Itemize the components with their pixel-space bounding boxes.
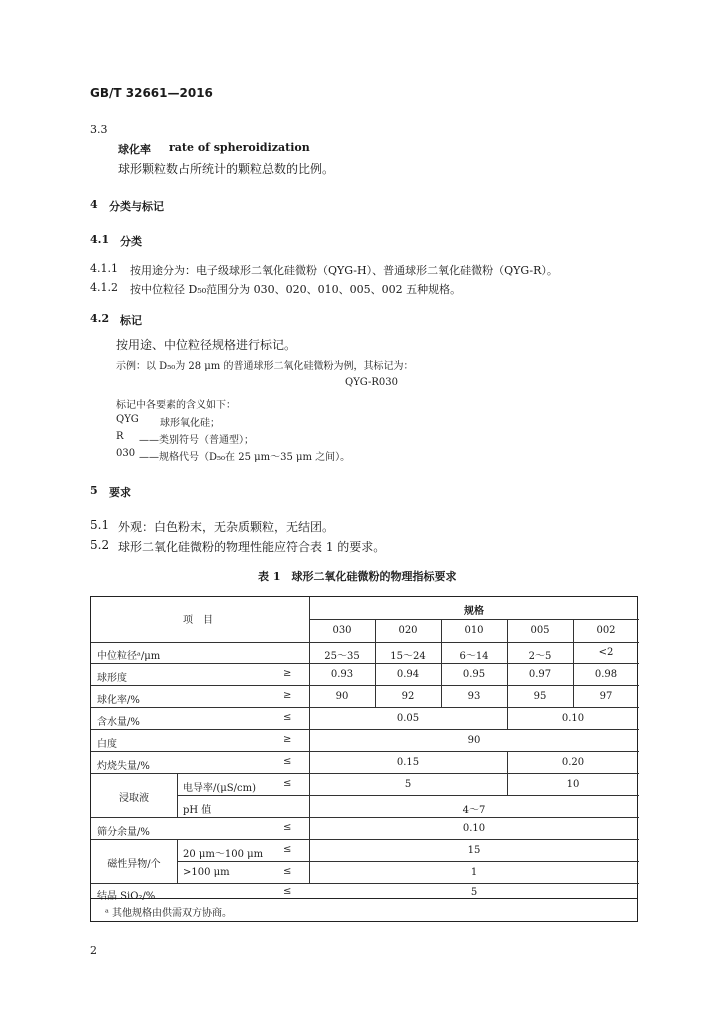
table-cell: 5: [404, 779, 412, 790]
table-cell: 93: [467, 691, 481, 702]
clause-text: 球形二氧化硅微粉的物理性能应符合表 1 的要求。: [118, 540, 386, 554]
operator: ≤: [283, 886, 292, 897]
clause-title: 标记: [120, 314, 142, 327]
spec-002: 002: [596, 625, 616, 636]
section-title: 分类与标记: [109, 200, 164, 213]
legend-intro: 标记中各要素的含义如下：: [116, 400, 236, 411]
table-cell: 4～7: [462, 805, 486, 816]
clause-text: 按中位粒径 D₅₀范围分为 030、020、010、005、002 五种规格。: [130, 283, 462, 296]
table-cell: 0.93: [330, 669, 354, 680]
operator: ≤: [283, 822, 292, 833]
operator: ≥: [283, 690, 292, 701]
table-cell: 0.95: [462, 669, 486, 680]
table-cell: 15～24: [390, 651, 426, 662]
section-number: 5: [90, 484, 98, 497]
standard-number: GB/T 32661—2016: [90, 86, 213, 100]
table-cell: 0.20: [561, 757, 585, 768]
row-label-sphericity: 球形度: [97, 673, 127, 684]
table-cell: 0.10: [561, 713, 585, 724]
term-chinese: 球化率: [118, 143, 151, 156]
row-label-d50: 中位粒径ᵃ/μm: [97, 651, 161, 662]
clause-number: 5.1: [90, 518, 110, 532]
header-item: 项 目: [183, 615, 213, 626]
row-label-sieve: 筛分余量/%: [97, 827, 150, 838]
clause-text: 按用途、中位粒径规格进行标记。: [116, 338, 297, 352]
spec-010: 010: [464, 625, 484, 636]
table-cell: 15: [467, 845, 481, 856]
example-code: QYG-R030: [345, 377, 398, 388]
operator: ≥: [283, 734, 292, 745]
row-label-ignition-loss: 灼烧失量/%: [97, 761, 150, 772]
legend-text: ——类别符号（普通型）；: [139, 435, 254, 446]
row-label-leachate: 浸取液: [119, 793, 149, 804]
table-cell: 2～5: [528, 651, 552, 662]
operator: ≤: [283, 778, 292, 789]
table-cell: 95: [533, 691, 547, 702]
operator: ≤: [283, 712, 292, 723]
row-label-water: 含水量/%: [97, 717, 140, 728]
table-cell: 0.94: [396, 669, 420, 680]
clause-number: 5.2: [90, 538, 110, 552]
row-label-whiteness: 白度: [97, 739, 117, 750]
table-cell: 0.05: [396, 713, 420, 724]
legend-key: 030: [116, 448, 136, 459]
table-cell: 1: [470, 867, 478, 878]
example-text: 示例：以 D₅₀为 28 μm 的普通球形二氧化硅微粉为例，其标记为：: [116, 361, 414, 372]
section-number: 4: [90, 198, 98, 211]
requirements-table: [90, 596, 638, 902]
operator: ≤: [283, 756, 292, 767]
table-cell: 6～14: [459, 651, 489, 662]
operator: ≥: [283, 668, 292, 679]
table-cell: 0.97: [528, 669, 552, 680]
table-footnote-box: [90, 898, 638, 922]
legend-key: QYG: [116, 414, 139, 425]
row-label-ph: pH 值: [183, 805, 212, 816]
legend-key: R: [116, 431, 124, 442]
table-cell: 0.10: [462, 823, 486, 834]
table-cell: <2: [598, 647, 614, 658]
row-label-crystalline: 结晶 SiO₂/%: [97, 891, 156, 902]
clause-text: 按用途分为：电子级球形二氧化硅微粉（QYG-H）、普通球形二氧化硅微粉（QYG-R）。: [130, 264, 558, 277]
table-cell: 0.98: [594, 669, 618, 680]
table-cell: 92: [401, 691, 415, 702]
clause-text: 外观：白色粉末，无杂质颗粒，无结团。: [118, 520, 335, 534]
section-title: 要求: [109, 486, 131, 499]
operator: ≤: [283, 844, 292, 855]
legend-text: ——规格代号（D₅₀在 25 μm～35 μm 之间）。: [139, 452, 351, 463]
spec-020: 020: [398, 625, 418, 636]
table-footnote: ᵃ 其他规格由供需双方协商。: [105, 908, 233, 919]
operator: ≤: [283, 866, 292, 877]
clause-number: 4.2: [90, 312, 110, 325]
table-cell: 25～35: [324, 651, 360, 662]
clause-number: 4.1.1: [90, 262, 118, 275]
row-label-mag-large: >100 μm: [183, 867, 230, 878]
table-cell: 97: [599, 691, 613, 702]
clause-number: 3.3: [90, 123, 108, 136]
table-cell: 10: [566, 779, 580, 790]
table-cell: 0.15: [396, 757, 420, 768]
spec-030: 030: [332, 625, 352, 636]
row-label-magnetic: 磁性异物/个: [107, 859, 161, 870]
spec-005: 005: [530, 625, 550, 636]
page-number: 2: [90, 944, 97, 957]
header-spec: 规格: [464, 606, 484, 617]
table-cell: 90: [335, 691, 349, 702]
table-cell: 90: [467, 735, 481, 746]
clause-number: 4.1.2: [90, 281, 118, 294]
row-label-conductivity: 电导率/(μS/cm): [183, 783, 256, 794]
clause-title: 分类: [120, 235, 142, 248]
row-label-rate: 球化率/%: [97, 695, 140, 706]
row-label-mag-range: 20 μm～100 μm: [183, 849, 264, 860]
term-english: rate of spheroidization: [169, 141, 310, 154]
term-definition: 球形颗粒数占所统计的颗粒总数的比例。: [118, 162, 335, 176]
legend-text: 球形氧化硅；: [160, 418, 220, 429]
table-cell: 5: [470, 887, 478, 898]
clause-number: 4.1: [90, 233, 110, 246]
table-caption: 表 1 球形二氧化硅微粉的物理指标要求: [258, 570, 457, 583]
